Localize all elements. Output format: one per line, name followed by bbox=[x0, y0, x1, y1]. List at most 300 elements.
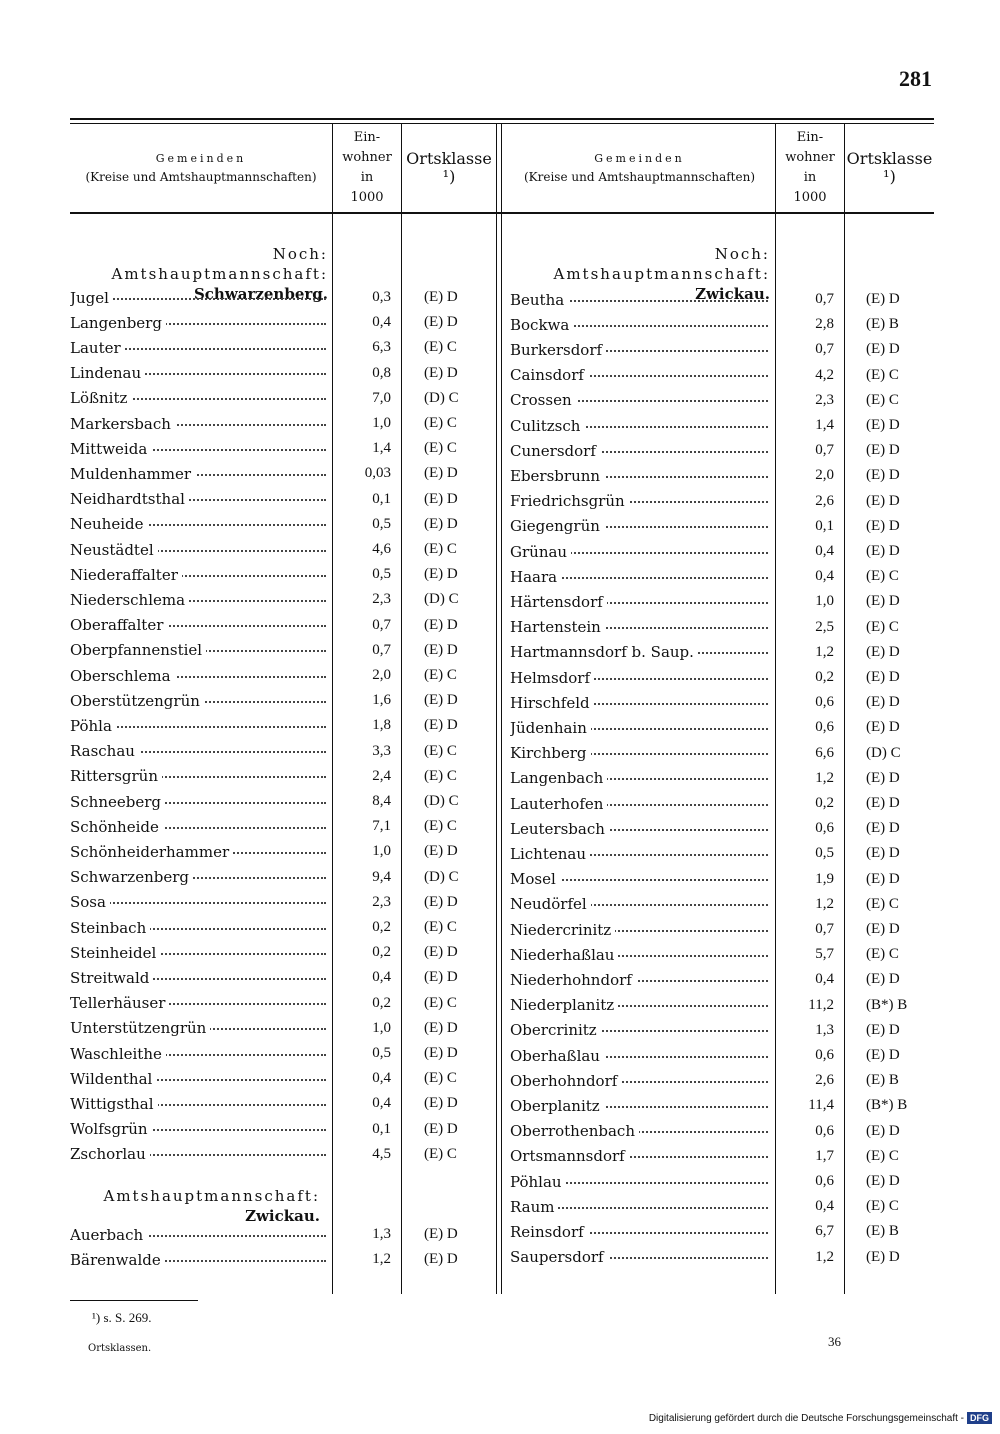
header-einwohner-right: Ein- wohner in 1000 bbox=[785, 130, 835, 205]
ortsklasse-value: (E) C bbox=[866, 366, 899, 383]
table-row bbox=[70, 512, 484, 537]
ortsklasse-value: (E) D bbox=[424, 692, 458, 709]
table-row bbox=[510, 816, 926, 841]
einwohner-value: 0,7 bbox=[372, 641, 391, 658]
table-row bbox=[510, 917, 926, 942]
gemeinde-name: Niederaffalter bbox=[70, 566, 326, 584]
table-row bbox=[510, 337, 926, 362]
table-row bbox=[70, 487, 484, 512]
ortsklasse-value: (E) D bbox=[424, 717, 458, 734]
table-row bbox=[70, 688, 484, 713]
header-gemeinden-title: Gemeinden bbox=[594, 152, 685, 165]
ortsklasse-value: (E) D bbox=[424, 364, 458, 381]
gemeinde-name: Reinsdorf bbox=[510, 1223, 768, 1241]
table-row bbox=[510, 539, 926, 564]
table-row bbox=[70, 940, 484, 965]
gemeinde-name: Oberstützengrün bbox=[70, 692, 326, 710]
bottom-label: Ortsklassen. bbox=[88, 1343, 152, 1354]
einwohner-value: 1,9 bbox=[815, 870, 834, 887]
ortsklasse-value: (E) D bbox=[424, 1019, 458, 1036]
einwohner-value: 0,4 bbox=[815, 568, 834, 585]
ortsklasse-value: (E) C bbox=[424, 440, 457, 457]
einwohner-value: 0,2 bbox=[372, 919, 391, 935]
ortsklasse-value: (E) D bbox=[866, 442, 900, 459]
table-row bbox=[70, 663, 484, 688]
einwohner-value: 9,4 bbox=[372, 868, 391, 885]
ortsklasse-value: (E) B bbox=[866, 1072, 899, 1089]
ortsklasse-value: (E) C bbox=[866, 1147, 899, 1164]
gemeinde-name: Neidhardtsthal bbox=[70, 490, 326, 508]
ortsklasse-value: (E) D bbox=[424, 314, 458, 331]
ortsklasse-value: (E) D bbox=[424, 515, 458, 532]
einwohner-value: 1,2 bbox=[372, 1251, 391, 1268]
gemeinde-name: Saupersdorf bbox=[510, 1248, 768, 1266]
gemeinde-name: Steinbach bbox=[70, 919, 326, 937]
ortsklasse-value: (E) C bbox=[424, 1145, 457, 1162]
header-rule bbox=[70, 212, 934, 214]
einwohner-value: 1,8 bbox=[372, 717, 391, 734]
gemeinde-name: Grünau bbox=[510, 543, 768, 561]
table-row bbox=[510, 967, 926, 992]
gemeinde-name: Jüdenhain bbox=[510, 719, 768, 737]
einwohner-value: 0,4 bbox=[372, 1095, 391, 1112]
table-row bbox=[510, 413, 926, 438]
table-row bbox=[70, 965, 484, 990]
einwohner-value: 0,6 bbox=[815, 1122, 834, 1139]
einwohner-value: 1,2 bbox=[815, 1248, 834, 1265]
einwohner-value: 0,7 bbox=[372, 616, 391, 633]
ortsklasse-value: (E) B bbox=[866, 1223, 899, 1240]
table-row bbox=[510, 463, 926, 488]
ortsklasse-value: (E) C bbox=[866, 1198, 899, 1215]
einwohner-value: 0,3 bbox=[372, 289, 391, 305]
table-row bbox=[510, 993, 926, 1018]
gemeinde-name: Haara bbox=[510, 568, 768, 586]
gemeinde-name: Pöhla bbox=[70, 717, 326, 735]
gemeinde-name: Schwarzenberg bbox=[70, 868, 326, 886]
einwohner-value: 2,0 bbox=[815, 467, 834, 484]
ortsklasse-value: (E) C bbox=[424, 919, 457, 935]
gemeinde-name: Tellerhäuser bbox=[70, 994, 326, 1012]
einwohner-value: 1,3 bbox=[372, 1226, 391, 1242]
table-row bbox=[70, 915, 484, 940]
table-row bbox=[510, 791, 926, 816]
table-row bbox=[510, 640, 926, 665]
einwohner-value: 2,0 bbox=[372, 667, 391, 683]
table-row bbox=[510, 1018, 926, 1043]
gemeinde-name: Culitzsch bbox=[510, 417, 768, 435]
table-row bbox=[510, 564, 926, 589]
einwohner-value: 7,0 bbox=[372, 389, 391, 406]
gemeinde-name: Niederplanitz bbox=[510, 996, 768, 1014]
gemeinde-name: Burkersdorf bbox=[510, 341, 768, 359]
table-row bbox=[70, 839, 484, 864]
table-row bbox=[510, 589, 926, 614]
einwohner-value: 1,0 bbox=[372, 415, 391, 431]
gemeinde-name: Markersbach bbox=[70, 415, 326, 433]
ortsklasse-value: (D) C bbox=[424, 591, 459, 608]
gemeinde-name: Jugel bbox=[70, 289, 326, 307]
einwohner-value: 0,6 bbox=[815, 1047, 834, 1063]
gemeinde-name: Unterstützengrün bbox=[70, 1019, 326, 1037]
ortsklasse-value: (E) D bbox=[866, 669, 900, 685]
table-row bbox=[70, 713, 484, 738]
ortsklasse-value: (E) C bbox=[424, 339, 457, 356]
einwohner-value: 1,2 bbox=[815, 769, 834, 786]
gemeinde-name: Neustädtel bbox=[70, 541, 326, 559]
einwohner-value: 0,4 bbox=[372, 969, 391, 986]
einwohner-value: 2,5 bbox=[815, 618, 834, 635]
table-row bbox=[70, 1222, 484, 1247]
ortsklasse-value: (E) D bbox=[866, 870, 900, 887]
table-row bbox=[70, 1066, 484, 1091]
einwohner-value: 0,4 bbox=[815, 543, 834, 559]
header-gemeinden-left bbox=[70, 124, 332, 212]
ortsklasse-value: (E) D bbox=[866, 845, 900, 862]
gemeinde-name: Härtensdorf bbox=[510, 593, 768, 611]
einwohner-value: 2,8 bbox=[815, 316, 834, 333]
table-row bbox=[70, 562, 484, 587]
table-row bbox=[510, 690, 926, 715]
gemeinde-name: Lindenau bbox=[70, 364, 326, 382]
gemeinde-name: Niederhaßlau bbox=[510, 946, 768, 964]
gemeinde-name: Bockwa bbox=[510, 316, 768, 334]
table-row bbox=[70, 613, 484, 638]
ortsklasse-value: (E) C bbox=[424, 1070, 457, 1087]
table-row bbox=[70, 1142, 484, 1167]
gemeinde-name: Oberpfannenstiel bbox=[70, 641, 326, 659]
ortsklasse-value: (E) D bbox=[866, 467, 900, 484]
gemeinde-name: Auerbach bbox=[70, 1226, 326, 1244]
ortsklasse-value: (E) D bbox=[866, 517, 900, 534]
footnote-rule bbox=[70, 1300, 198, 1301]
table-row bbox=[510, 1119, 926, 1144]
gemeinde-name: Helmsdorf bbox=[510, 669, 768, 687]
einwohner-value: 0,6 bbox=[815, 820, 834, 837]
gemeinde-name: Niedercrinitz bbox=[510, 921, 768, 939]
einwohner-value: 2,4 bbox=[372, 767, 391, 784]
ortsklasse-value: (E) D bbox=[866, 291, 900, 307]
gemeinde-name: Leutersbach bbox=[510, 820, 768, 838]
gemeinde-name: Oberaffalter bbox=[70, 616, 326, 634]
table-row bbox=[70, 789, 484, 814]
table-row bbox=[70, 1247, 484, 1272]
ortsklasse-value: (E) C bbox=[866, 895, 899, 912]
gemeinde-name: Waschleithe bbox=[70, 1045, 326, 1063]
gemeinde-name: Raschau bbox=[70, 742, 326, 760]
gemeinde-name: Mosel bbox=[510, 870, 768, 888]
table-row bbox=[510, 1043, 926, 1068]
einwohner-value: 0,03 bbox=[364, 465, 391, 482]
einwohner-value: 1,0 bbox=[372, 843, 391, 860]
ortsklasse-value: (E) D bbox=[424, 893, 458, 910]
table-row bbox=[510, 615, 926, 640]
digitization-credit bbox=[649, 1412, 992, 1424]
table-row bbox=[70, 865, 484, 890]
table-row bbox=[510, 438, 926, 463]
ortsklasse-value: (E) D bbox=[866, 1173, 900, 1189]
table-row bbox=[510, 489, 926, 514]
gemeinde-name: Rittersgrün bbox=[70, 767, 326, 785]
ortsklasse-value: (E) D bbox=[424, 843, 458, 860]
einwohner-value: 1,6 bbox=[372, 692, 391, 709]
gemeinde-name: Pöhlau bbox=[510, 1173, 768, 1191]
ortsklasse-value: (E) D bbox=[424, 465, 458, 482]
gemeinde-name: Kirchberg bbox=[510, 744, 768, 762]
ortsklasse-value: (E) D bbox=[866, 820, 900, 837]
ortsklasse-value: (E) C bbox=[424, 415, 457, 431]
footnote: ¹) s. S. 269. bbox=[92, 1310, 152, 1325]
einwohner-value: 1,0 bbox=[372, 1019, 391, 1036]
gemeinde-name: Zschorlau bbox=[70, 1145, 326, 1163]
einwohner-value: 1,0 bbox=[815, 593, 834, 610]
table-row bbox=[70, 991, 484, 1016]
ortsklasse-value: (E) D bbox=[866, 341, 900, 358]
einwohner-value: 4,6 bbox=[372, 541, 391, 557]
ortsklasse-value: (E) D bbox=[866, 719, 900, 736]
einwohner-value: 0,5 bbox=[372, 566, 391, 583]
gemeinde-name: Neudörfel bbox=[510, 895, 768, 913]
table-row bbox=[510, 1093, 926, 1118]
table-row bbox=[70, 537, 484, 562]
gemeinde-name: Lößnitz bbox=[70, 389, 326, 407]
einwohner-value: 0,7 bbox=[815, 291, 834, 307]
gemeinde-name: Raum bbox=[510, 1198, 768, 1216]
header-ortsklasse-left: Ortsklasse ¹) bbox=[406, 149, 492, 186]
einwohner-value: 6,6 bbox=[815, 744, 834, 761]
page-number: 281 bbox=[899, 66, 932, 91]
table-row bbox=[510, 363, 926, 388]
table-row bbox=[70, 764, 484, 789]
table-row bbox=[70, 285, 484, 310]
gemeinde-name: Oberrothenbach bbox=[510, 1122, 768, 1140]
table-row bbox=[70, 1117, 484, 1142]
einwohner-value: 1,4 bbox=[815, 417, 834, 433]
gemeinde-name: Cainsdorf bbox=[510, 366, 768, 384]
ortsklasse-value: (E) D bbox=[424, 490, 458, 507]
table-row bbox=[510, 1194, 926, 1219]
section-heading-schwarzenberg: Noch: Amtshauptmannschaft: Schwarzenberg. bbox=[111, 245, 328, 303]
einwohner-value: 0,4 bbox=[372, 314, 391, 331]
top-rule bbox=[70, 118, 934, 120]
gemeinde-name: Lichtenau bbox=[510, 845, 768, 863]
ortsklasse-value: (E) D bbox=[866, 795, 900, 811]
einwohner-value: 2,3 bbox=[372, 893, 391, 910]
einwohner-value: 0,5 bbox=[815, 845, 834, 862]
table-row bbox=[510, 942, 926, 967]
einwohner-value: 1,2 bbox=[815, 643, 834, 660]
gemeinde-name: Niederschlema bbox=[70, 591, 326, 609]
ortsklasse-value: (E) D bbox=[866, 921, 900, 937]
header-ortsklasse-right: Ortsklasse ¹) bbox=[846, 149, 933, 186]
table-row bbox=[510, 715, 926, 740]
ortsklasse-value: (E) D bbox=[424, 566, 458, 583]
table-row bbox=[510, 287, 926, 312]
ortsklasse-value: (D) C bbox=[424, 389, 459, 406]
table-row bbox=[70, 386, 484, 411]
table-row bbox=[510, 1169, 926, 1194]
einwohner-value: 0,2 bbox=[372, 944, 391, 961]
header-gemeinden-sub: (Kreise und Amtshauptmannschaften) bbox=[523, 170, 756, 184]
gemeinde-name: Schönheide bbox=[70, 818, 326, 836]
table-row bbox=[70, 1041, 484, 1066]
gemeinde-name: Obercrinitz bbox=[510, 1021, 768, 1039]
gemeinde-name: Wolfsgrün bbox=[70, 1120, 326, 1138]
gemeinde-name: Lauter bbox=[70, 339, 326, 357]
ortsklasse-value: (E) D bbox=[424, 969, 458, 986]
table-row bbox=[70, 587, 484, 612]
header-gemeinden-title: Gemeinden bbox=[155, 152, 247, 165]
gemeinde-name: Oberhohndorf bbox=[510, 1072, 768, 1090]
einwohner-value: 1,3 bbox=[815, 1021, 834, 1038]
einwohner-value: 0,7 bbox=[815, 341, 834, 358]
table-row bbox=[510, 841, 926, 866]
ortsklasse-value: (E) D bbox=[866, 694, 900, 711]
ortsklasse-value: (E) D bbox=[866, 593, 900, 610]
ortsklasse-value: (E) D bbox=[866, 1047, 900, 1063]
gemeinde-name: Langenbach bbox=[510, 769, 768, 787]
ortsklasse-value: (E) D bbox=[424, 641, 458, 658]
ortsklasse-value: (E) C bbox=[866, 618, 899, 635]
ortsklasse-value: (E) D bbox=[424, 1095, 458, 1112]
ortsklasse-value: (E) D bbox=[424, 1251, 458, 1268]
table-row bbox=[510, 867, 926, 892]
ortsklasse-value: (E) B bbox=[866, 316, 899, 333]
gemeinde-name: Oberhaßlau bbox=[510, 1047, 768, 1065]
ortsklasse-value: (E) C bbox=[866, 568, 899, 585]
einwohner-value: 6,7 bbox=[815, 1223, 834, 1240]
einwohner-value: 0,6 bbox=[815, 1173, 834, 1189]
gemeinde-name: Schönheiderhammer bbox=[70, 843, 326, 861]
ortsklasse-value: (E) D bbox=[424, 1120, 458, 1137]
einwohner-value: 1,4 bbox=[372, 440, 391, 457]
column-divider-double bbox=[496, 124, 502, 1294]
ortsklasse-value: (D) C bbox=[866, 744, 901, 761]
table-row bbox=[70, 411, 484, 436]
einwohner-value: 4,5 bbox=[372, 1145, 391, 1162]
table-row bbox=[510, 741, 926, 766]
ortsklasse-value: (B*) B bbox=[866, 1097, 908, 1114]
ortsklasse-value: (E) C bbox=[424, 818, 457, 835]
gemeinde-name: Crossen bbox=[510, 391, 768, 409]
ortsklasse-value: (E) C bbox=[424, 994, 457, 1011]
einwohner-value: 0,5 bbox=[372, 515, 391, 532]
gemeinde-name: Niederhohndorf bbox=[510, 971, 768, 989]
table-row bbox=[70, 335, 484, 360]
gemeinde-name: Ebersbrunn bbox=[510, 467, 768, 485]
table-row bbox=[510, 1245, 926, 1270]
table-row bbox=[70, 436, 484, 461]
gemeinde-name: Muldenhammer bbox=[70, 465, 326, 483]
gemeinde-name: Lauterhofen bbox=[510, 795, 768, 813]
gemeinde-name: Friedrichsgrün bbox=[510, 492, 768, 510]
table-row bbox=[70, 890, 484, 915]
ortsklasse-value: (E) C bbox=[866, 391, 899, 408]
ortsklasse-value: (E) D bbox=[424, 944, 458, 961]
gemeinde-name: Bärenwalde bbox=[70, 1251, 326, 1269]
table-row bbox=[70, 461, 484, 486]
gemeinde-name: Cunersdorf bbox=[510, 442, 768, 460]
einwohner-value: 3,3 bbox=[372, 742, 391, 759]
einwohner-value: 2,6 bbox=[815, 492, 834, 509]
einwohner-value: 0,2 bbox=[372, 994, 391, 1011]
einwohner-value: 8,4 bbox=[372, 793, 391, 809]
einwohner-value: 0,6 bbox=[815, 694, 834, 711]
einwohner-value: 2,3 bbox=[372, 591, 391, 608]
table-row bbox=[510, 1144, 926, 1169]
gemeinde-name: Hirschfeld bbox=[510, 694, 768, 712]
gemeinde-name: Wildenthal bbox=[70, 1070, 326, 1088]
header-gemeinden-right bbox=[504, 124, 775, 212]
gemeinde-name: Streitwald bbox=[70, 969, 326, 987]
einwohner-value: 2,3 bbox=[815, 391, 834, 408]
einwohner-value: 0,4 bbox=[815, 1198, 834, 1215]
gemeinde-name: Sosa bbox=[70, 893, 326, 911]
ortsklasse-value: (E) D bbox=[866, 643, 900, 660]
einwohner-value: 0,4 bbox=[372, 1070, 391, 1087]
bottom-number: 36 bbox=[828, 1334, 841, 1349]
ortsklasse-value: (E) C bbox=[424, 767, 457, 784]
table-row bbox=[510, 1068, 926, 1093]
ortsklasse-value: (E) D bbox=[866, 769, 900, 786]
section-heading-zwickau: Amtshauptmannschaft: Zwickau. bbox=[103, 1187, 320, 1225]
einwohner-value: 0,1 bbox=[372, 1120, 391, 1137]
table-row bbox=[70, 1091, 484, 1116]
gemeinde-name: Mittweida bbox=[70, 440, 326, 458]
table-row bbox=[510, 892, 926, 917]
einwohner-value: 0,7 bbox=[815, 921, 834, 937]
header-einwohner-left: Ein- wohner in 1000 bbox=[342, 130, 392, 205]
einwohner-value: 0,4 bbox=[815, 971, 834, 988]
gemeinde-name: Oberplanitz bbox=[510, 1097, 768, 1115]
ortsklasse-value: (D) C bbox=[424, 793, 459, 809]
table-row bbox=[70, 361, 484, 386]
einwohner-value: 1,2 bbox=[815, 895, 834, 912]
ortsklasse-value: (E) D bbox=[424, 289, 458, 305]
ortsklasse-value: (E) D bbox=[866, 543, 900, 559]
ortsklasse-value: (E) C bbox=[424, 742, 457, 759]
einwohner-value: 0,1 bbox=[815, 517, 834, 534]
ortsklasse-value: (D) C bbox=[424, 868, 459, 885]
table-row bbox=[510, 665, 926, 690]
section-heading-zwickau-cont: Noch: Amtshauptmannschaft: Zwickau. bbox=[553, 245, 770, 303]
ortsklasse-value: (E) D bbox=[866, 492, 900, 509]
einwohner-value: 6,3 bbox=[372, 339, 391, 356]
table-row bbox=[510, 312, 926, 337]
einwohner-value: 11,4 bbox=[808, 1097, 834, 1114]
table-row bbox=[510, 1219, 926, 1244]
table-row bbox=[510, 766, 926, 791]
gemeinde-name: Ortsmannsdorf bbox=[510, 1147, 768, 1165]
ortsklasse-value: (B*) B bbox=[866, 996, 908, 1013]
einwohner-value: 0,6 bbox=[815, 719, 834, 736]
table-row bbox=[510, 514, 926, 539]
table-row bbox=[510, 388, 926, 413]
einwohner-value: 1,7 bbox=[815, 1147, 834, 1164]
einwohner-value: 11,2 bbox=[808, 996, 834, 1013]
dfg-logo: DFG bbox=[967, 1412, 992, 1424]
einwohner-value: 5,7 bbox=[815, 946, 834, 963]
ortsklasse-value: (E) C bbox=[866, 946, 899, 963]
gemeinde-name: Giegengrün bbox=[510, 517, 768, 535]
einwohner-value: 7,1 bbox=[372, 818, 391, 835]
ortsklasse-value: (E) D bbox=[866, 1248, 900, 1265]
einwohner-value: 4,2 bbox=[815, 366, 834, 383]
einwohner-value: 2,6 bbox=[815, 1072, 834, 1089]
gemeinde-name: Langenberg bbox=[70, 314, 326, 332]
gemeinde-name: Schneeberg bbox=[70, 793, 326, 811]
ortsklasse-value: (E) D bbox=[866, 417, 900, 433]
